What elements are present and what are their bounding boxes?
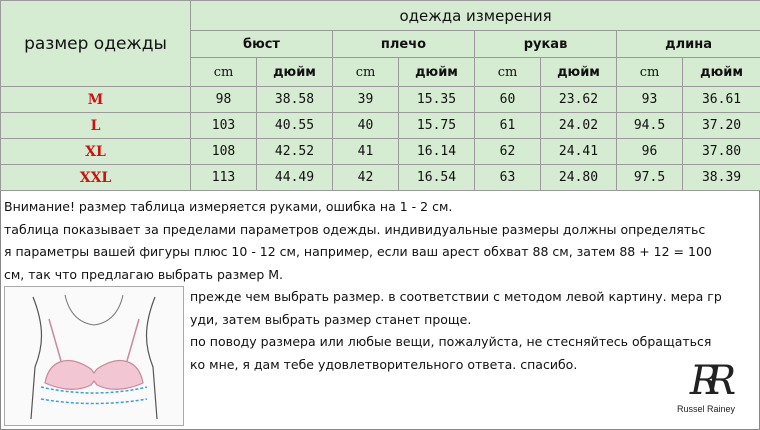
table-cell: 15.75 <box>399 113 475 139</box>
table-cell: 98 <box>191 87 257 113</box>
table-cell: 42 <box>333 165 399 191</box>
unit-cm: cm <box>617 58 683 87</box>
note-line: Внимание! размер таблица измеряется руками, ошибка на 1 - 2 см. <box>4 199 453 214</box>
table-cell: 97.5 <box>617 165 683 191</box>
bra-measurement-illustration <box>4 286 184 426</box>
table-cell: 39 <box>333 87 399 113</box>
table-cell: 40 <box>333 113 399 139</box>
note-line: по поводу размера или любые вещи, пожалуйста, не стесняйтесь обращаться <box>190 334 712 349</box>
table-cell: 24.02 <box>541 113 617 139</box>
table-cell: 16.14 <box>399 139 475 165</box>
size-label: M <box>1 87 191 113</box>
size-chart-table <box>0 0 760 191</box>
table-cell: 93 <box>617 87 683 113</box>
table-cell: 94.5 <box>617 113 683 139</box>
size-label: XXL <box>1 165 191 191</box>
brand-name: Russel Rainey <box>676 404 736 414</box>
measurements-header: одежда измерения <box>191 1 760 31</box>
table-cell: 113 <box>191 165 257 191</box>
table-cell: 44.49 <box>257 165 333 191</box>
column-header-sleeve: рукав <box>475 31 617 58</box>
unit-cm: cm <box>475 58 541 87</box>
note-line: прежде чем выбрать размер. в соответствии с методом левой картину. мера гр <box>190 289 722 304</box>
table-cell: 37.80 <box>683 139 760 165</box>
note-line: см, так что предлагаю выбрать размер M. <box>4 266 284 282</box>
size-column-header: размер одежды <box>1 1 191 87</box>
unit-inch: дюйм <box>399 58 475 87</box>
unit-inch: дюйм <box>683 58 760 87</box>
table-cell: 61 <box>475 113 541 139</box>
table-cell: 38.58 <box>257 87 333 113</box>
table-cell: 23.62 <box>541 87 617 113</box>
table-cell: 60 <box>475 87 541 113</box>
table-cell: 62 <box>475 139 541 165</box>
table-cell: 24.41 <box>541 139 617 165</box>
note-line: я параметры вашей фигуры плюс 10 - 12 см, например, если ваш арест обхват 88 см, затем 88 + 12 = 100 <box>4 244 712 259</box>
column-header-length: длина <box>617 31 760 58</box>
table-cell: 15.35 <box>399 87 475 113</box>
table-cell: 40.55 <box>257 113 333 139</box>
table-cell: 36.61 <box>683 87 760 113</box>
bra-measurement-icon <box>5 287 183 425</box>
table-cell: 24.80 <box>541 165 617 191</box>
table-cell: 16.54 <box>399 165 475 191</box>
column-header-shoulder: плечо <box>333 31 475 58</box>
table-cell: 41 <box>333 139 399 165</box>
brand-logo-letters: RR <box>689 358 723 404</box>
measurement-notes <box>0 196 760 286</box>
unit-inch: дюйм <box>257 58 333 87</box>
size-label: XL <box>1 139 191 165</box>
note-line: ко мне, я дам тебе удовлетворительного ответа. спасибо. <box>190 356 578 372</box>
table-row <box>1 165 760 191</box>
unit-cm: cm <box>333 58 399 87</box>
size-label: L <box>1 113 191 139</box>
table-row <box>1 113 760 139</box>
brand-logo <box>670 358 742 422</box>
table-cell: 37.20 <box>683 113 760 139</box>
table-cell: 96 <box>617 139 683 165</box>
column-header-bust: бюст <box>191 31 333 58</box>
table-cell: 108 <box>191 139 257 165</box>
table-row <box>1 87 760 113</box>
note-line: уди, затем выбрать размер станет проще. <box>190 311 472 327</box>
unit-inch: дюйм <box>541 58 617 87</box>
table-cell: 63 <box>475 165 541 191</box>
unit-cm: cm <box>191 58 257 87</box>
table-cell: 38.39 <box>683 165 760 191</box>
table-cell: 103 <box>191 113 257 139</box>
note-line: таблица показывает за пределами параметров одежды. индивидуальные размеры должны определятьс <box>4 221 706 237</box>
table-row <box>1 139 760 165</box>
table-cell: 42.52 <box>257 139 333 165</box>
